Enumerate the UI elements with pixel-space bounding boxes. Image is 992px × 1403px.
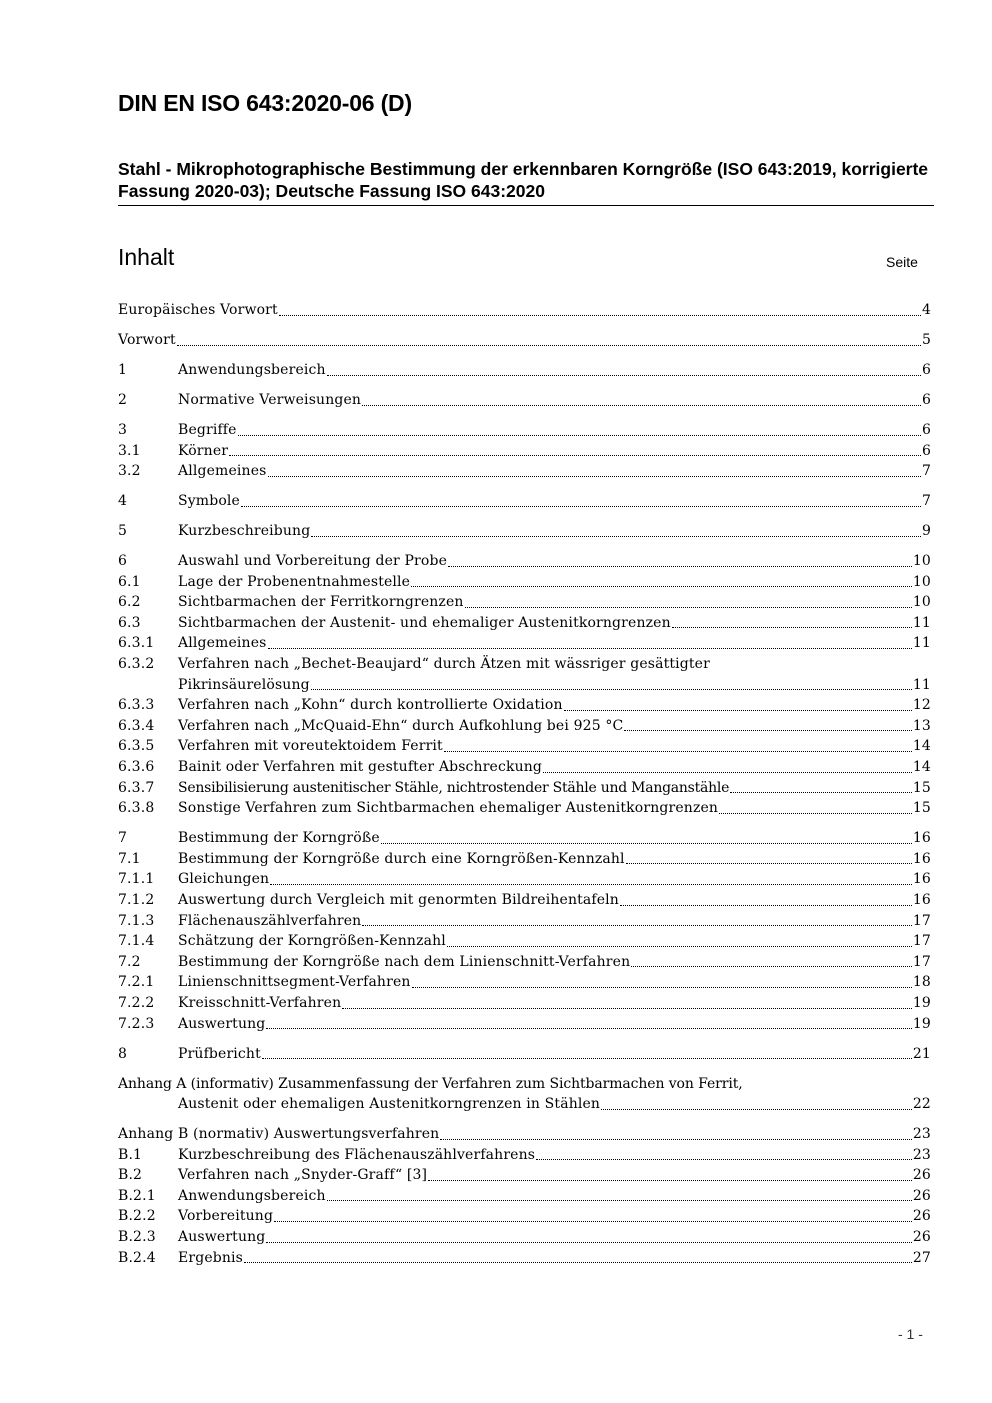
leader-dots [177,345,921,346]
toc-entry-number: 7.1 [118,850,141,867]
toc-entry-label: Ergebnis [178,1249,243,1266]
toc-entry-page: 4 [921,302,931,318]
toc-entry-label: Anwendungsbereich [178,361,326,378]
toc-entry-label-line1: Anhang A (informativ) Zusammenfassung der Verfahren zum Sichtbarmachen von Ferrit, [118,1075,743,1092]
toc-entry-page: 19 [912,1015,931,1032]
leader-dots [564,710,912,711]
toc-entry[interactable] [118,736,931,757]
toc-entry-page: 11 [912,614,931,631]
toc-entry-number: 7.1.2 [118,891,155,908]
toc-entry-label: Sensibilisierung austenitischer Stähle, nichtrostender Stähle und Manganstähle [178,779,730,796]
leader-dots [262,1058,912,1059]
leader-dots [266,1242,911,1243]
toc-entry-page: 26 [912,1229,931,1246]
toc-entry-label: Symbole [178,493,240,510]
toc-entry-number: 6.3.4 [118,717,155,734]
toc-entry-label: Sonstige Verfahren zum Sichtbarmachen ehemaliger Austenitkorngrenzen [178,800,719,817]
toc-entry-number: 7.1.4 [118,933,155,950]
toc-entry[interactable] [118,1227,931,1248]
toc-entry-label: Auswertung [178,1229,266,1246]
toc-entry-label: Verfahren mit voreutektoidem Ferrit [178,738,443,755]
toc-entry-page: 6 [921,442,931,459]
toc-entry-label: Vorbereitung [178,1208,274,1225]
toc-entry-label: Gleichungen [178,871,270,888]
leader-dots [327,375,921,376]
leader-dots [624,730,912,731]
toc-entry-label: Europäisches Vorwort [118,302,278,318]
toc-entry-page: 9 [921,523,931,540]
toc-entry-label: Normative Verweisungen [178,391,362,408]
leader-dots [311,536,921,537]
leader-dots [465,607,912,608]
toc-entry-label: Allgemeines [178,463,267,480]
toc-page-column-label: Seite [886,254,918,270]
toc-entry-number: 6.2 [118,594,141,611]
toc-entry-page: 17 [912,953,931,970]
toc-entry-label: Bestimmung der Korngröße nach dem Linienschnitt-Verfahren [178,953,631,970]
toc-entry[interactable] [118,1074,931,1115]
toc-entry[interactable] [118,798,931,819]
toc-entry[interactable] [118,778,931,799]
toc-entry[interactable] [118,1206,931,1227]
toc-entry-page: 5 [921,331,931,348]
leader-dots [362,925,912,926]
toc-entry-label: Vorwort [118,331,176,348]
toc-entry-number: B.2.3 [118,1229,156,1246]
toc-entry-label: Kurzbeschreibung des Flächenauszählverfahrens [178,1146,536,1163]
toc-entry[interactable] [118,931,931,952]
leader-dots [274,1221,912,1222]
toc-entry-number: 6.1 [118,573,141,590]
toc-entry-number: 6.3.7 [118,779,155,796]
toc-entry[interactable] [118,716,931,737]
toc-entry-number: 8 [118,1045,128,1062]
leader-dots [268,648,912,649]
toc-entry-label: Flächenauszählverfahren [178,912,362,929]
toc-entry[interactable] [118,1044,931,1065]
toc-entry-page: 19 [912,994,931,1011]
leader-dots [620,905,912,906]
toc-entry[interactable] [118,390,931,411]
toc-entry-label: Anhang B (normativ) Auswertungsverfahren [118,1126,440,1143]
leader-dots [342,1008,912,1009]
leader-dots [241,506,921,507]
toc-entry-number: B.2.1 [118,1187,156,1204]
leader-dots [444,751,912,752]
toc-entry-page: 14 [912,759,931,776]
toc-entry-number: 6.3.8 [118,800,155,817]
toc-entry-page: 13 [912,717,931,734]
toc-entry-number: 7 [118,830,128,847]
toc-entry-number: 1 [118,361,128,378]
toc-entry-page: 16 [912,871,931,888]
leader-dots [730,792,912,793]
toc-entry[interactable] [118,633,931,654]
toc-entry-page: 17 [912,933,931,950]
toc-entry-page: 16 [912,891,931,908]
table-of-contents [118,300,931,1268]
toc-entry-label: Pikrinsäurelösung [178,676,310,693]
leader-dots [536,1159,912,1160]
toc-entry-page: 18 [912,974,931,991]
leader-dots [327,1200,912,1201]
leader-dots [626,863,912,864]
toc-entry-page: 15 [912,800,931,817]
toc-entry-page: 14 [912,738,931,755]
toc-entry[interactable] [118,757,931,778]
toc-entry-page: 21 [912,1045,931,1062]
leader-dots [447,946,912,947]
toc-entry-number: 2 [118,391,128,408]
toc-entry[interactable] [118,828,931,849]
toc-entry-label-line1: Verfahren nach „Bechet-Beaujard“ durch Ätzen mit wässriger gesättigter [178,656,710,673]
leader-dots [440,1139,912,1140]
toc-entry-label: Verfahren nach „Kohn“ durch kontrollierte Oxidation [178,697,563,714]
toc-entry-label: Auswertung durch Vergleich mit genormten Bildreihentafeln [178,891,619,908]
toc-entry-label: Begriffe [178,421,237,438]
toc-entry-number: 7.1.1 [118,871,155,888]
toc-entry-number: 7.2.3 [118,1015,155,1032]
leader-dots [268,476,921,477]
toc-entry-page: 26 [912,1208,931,1225]
toc-entry-number: 6.3.5 [118,738,155,755]
leader-dots [238,435,921,436]
toc-entry-label: Verfahren nach „Snyder-Graff“ [3] [178,1167,428,1184]
toc-entry-number: 6 [118,553,128,570]
toc-entry[interactable] [118,869,931,890]
leader-dots [266,1028,911,1029]
toc-entry-page: 27 [912,1249,931,1266]
toc-entry-number: 6.3.3 [118,697,155,714]
toc-entry-label: Sichtbarmachen der Austenit- und ehemaliger Austenitkorngrenzen [178,614,671,631]
toc-entry-number: 6.3 [118,614,141,631]
toc-entry-page: 10 [912,594,931,611]
toc-entry-number: 3 [118,421,128,438]
toc-entry-label: Prüfbericht [178,1045,261,1062]
leader-dots [279,315,921,316]
toc-entry-page: 7 [921,463,931,480]
toc-entry-label: Linienschnittsegment-Verfahren [178,974,411,991]
leader-dots [311,689,912,690]
toc-entry-number: 6.3.2 [118,656,155,673]
document-title: DIN EN ISO 643:2020-06 (D) [118,90,412,116]
toc-entry[interactable] [118,1186,931,1207]
toc-entry-label: Auswahl und Vorbereitung der Probe [178,553,448,570]
leader-dots [411,586,912,587]
toc-entry-page: 10 [912,573,931,590]
toc-entry-page: 6 [921,421,931,438]
leader-dots [601,1109,912,1110]
toc-entry-page: 26 [912,1187,931,1204]
toc-entry-label: Verfahren nach „McQuaid-Ehn“ durch Aufkohlung bei 925 °C [178,717,624,734]
toc-entry[interactable] [118,952,931,973]
toc-entry-label: Auswertung [178,1015,266,1032]
toc-entry[interactable] [118,491,931,512]
toc-entry[interactable] [118,300,931,321]
toc-entry-page: 11 [912,676,931,693]
toc-entry[interactable] [118,1014,931,1035]
toc-entry-label: Austenit oder ehemaligen Austenitkorngrenzen in Stählen [178,1096,601,1113]
toc-entry-number: 3.2 [118,463,141,480]
toc-entry[interactable] [118,521,931,542]
toc-entry[interactable] [118,420,931,441]
toc-entry-number: 6.3.1 [118,635,155,652]
toc-entry-label: Lage der Probenentnahmestelle [178,573,411,590]
toc-entry-label: Körner [178,442,229,459]
toc-entry[interactable] [118,695,931,716]
toc-entry-label: Schätzung der Korngrößen-Kennzahl [178,933,446,950]
toc-entry-page: 6 [921,391,931,408]
toc-entry-page: 17 [912,912,931,929]
toc-entry-number: B.2 [118,1167,143,1184]
leader-dots [719,813,912,814]
leader-dots [672,627,912,628]
toc-entry-number: 7.2.1 [118,974,155,991]
leader-dots [270,884,912,885]
toc-entry-number: B.1 [118,1146,143,1163]
toc-entry-label: Anwendungsbereich [178,1187,326,1204]
toc-entry-page: 15 [912,779,931,796]
document-subtitle: Stahl - Mikrophotographische Bestimmung der erkennbaren Korngröße (ISO 643:2019, korrigierte Fassung 2020-03); Deutsche Fassung ISO 643:2020 [118,159,929,201]
toc-entry-number: 4 [118,493,128,510]
toc-entry-number: 7.1.3 [118,912,155,929]
toc-entry-label: Allgemeines [178,635,267,652]
toc-entry-page: 12 [912,697,931,714]
toc-entry-label: Sichtbarmachen der Ferritkorngrenzen [178,594,464,611]
leader-dots [381,843,912,844]
toc-entry[interactable] [118,613,931,634]
leader-dots [448,566,912,567]
toc-entry-page: 23 [912,1126,931,1143]
toc-entry[interactable] [118,890,931,911]
toc-entry[interactable] [118,360,931,381]
toc-entry-page: 6 [921,361,931,378]
toc-entry[interactable] [118,330,931,351]
leader-dots [229,455,921,456]
leader-dots [631,966,912,967]
page-number: - 1 - [898,1326,923,1342]
toc-entry[interactable] [118,551,931,572]
toc-entry[interactable] [118,572,931,593]
toc-entry[interactable] [118,1145,931,1166]
toc-heading: Inhalt [118,244,175,270]
toc-entry[interactable] [118,1165,931,1186]
leader-dots [543,772,912,773]
toc-entry-number: B.2.2 [118,1208,156,1225]
toc-entry[interactable] [118,1248,931,1269]
toc-entry-label: Bestimmung der Korngröße [178,830,380,847]
toc-entry-label: Kreisschnitt-Verfahren [178,994,342,1011]
toc-entry[interactable] [118,849,931,870]
toc-entry[interactable] [118,592,931,613]
toc-entry-label: Bainit oder Verfahren mit gestufter Abschreckung [178,759,543,776]
toc-entry-page: 16 [912,850,931,867]
toc-entry-number: 6.3.6 [118,759,155,776]
toc-entry-number: 7.2 [118,953,141,970]
title-divider [118,205,934,206]
toc-entry-page: 10 [912,553,931,570]
toc-entry[interactable] [118,461,931,482]
toc-entry-number: 5 [118,523,128,540]
leader-dots [412,987,912,988]
toc-entry[interactable] [118,993,931,1014]
toc-entry[interactable] [118,441,931,462]
toc-entry-page: 11 [912,635,931,652]
toc-entry[interactable] [118,911,931,932]
toc-entry-number: 3.1 [118,442,141,459]
toc-entry-page: 22 [912,1096,931,1113]
toc-entry[interactable] [118,1124,931,1145]
toc-entry[interactable] [118,654,931,695]
toc-entry-page: 7 [921,493,931,510]
toc-entry-number: B.2.4 [118,1249,156,1266]
toc-entry[interactable] [118,972,931,993]
leader-dots [362,405,921,406]
leader-dots [244,1262,912,1263]
leader-dots [428,1180,912,1181]
toc-entry-page: 26 [912,1167,931,1184]
toc-entry-label: Bestimmung der Korngröße durch eine Korngrößen-Kennzahl [178,850,625,867]
toc-entry-number: 7.2.2 [118,994,155,1011]
toc-entry-page: 23 [912,1146,931,1163]
toc-entry-page: 16 [912,830,931,847]
toc-entry-label: Kurzbeschreibung [178,523,311,540]
